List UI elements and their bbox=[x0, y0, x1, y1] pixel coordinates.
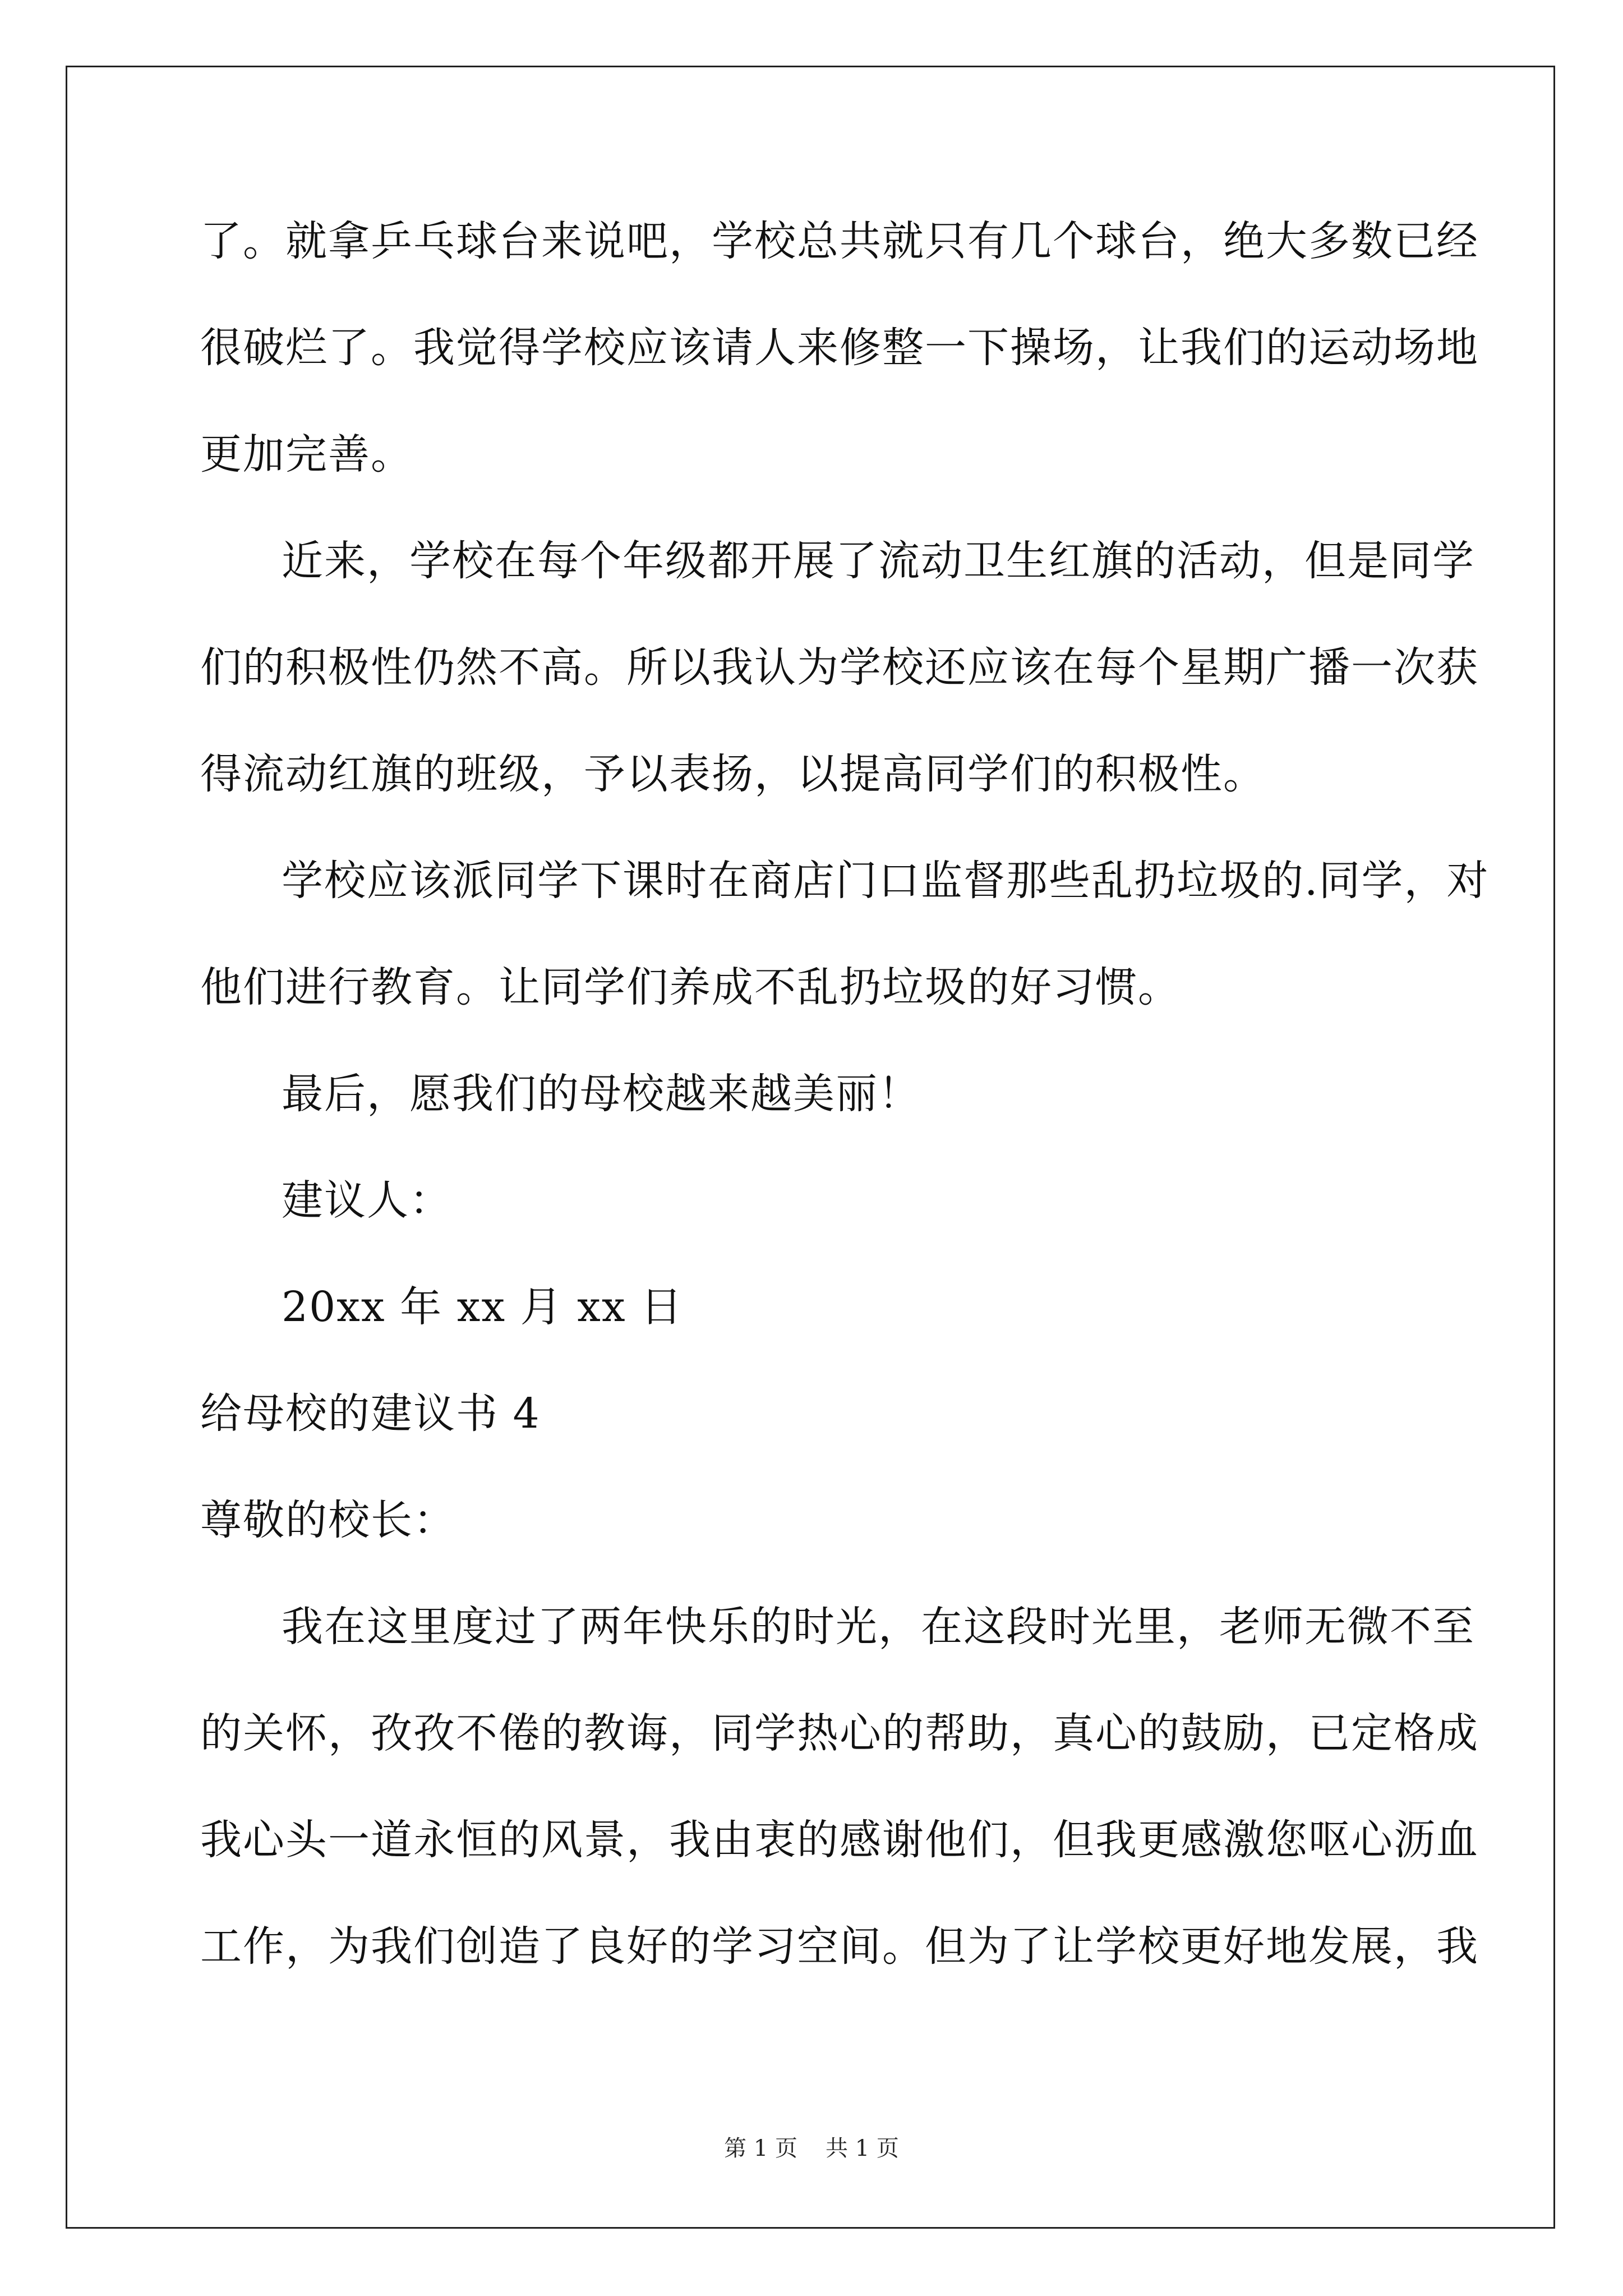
paragraph-first-line: 我在这里度过了两年快乐的时光，在这段时光里，老师无微不至 bbox=[282, 1603, 1475, 1651]
text-line: 们的积极性仍然不高。所以我认为学校还应该在每个星期广播一次获 bbox=[200, 643, 1479, 692]
text-line: 很破烂了。我觉得学校应该请人来修整一下操场，让我们的运动场地 bbox=[200, 324, 1479, 372]
text-line: 他们进行教育。让同学们养成不乱扔垃圾的好习惯。 bbox=[200, 963, 1181, 1011]
paragraph-first-line: 学校应该派同学下课时在商店门口监督那些乱扔垃圾的.同学，对 bbox=[282, 857, 1490, 905]
signature-label: 建议人： bbox=[282, 1176, 452, 1225]
page-border bbox=[66, 66, 1555, 2229]
text-line: 更加完善。 bbox=[200, 430, 413, 478]
closing-line: 最后，愿我们的母校越来越美丽！ bbox=[282, 1070, 921, 1118]
text-line: 的关怀，孜孜不倦的教诲，同学热心的帮助，真心的鼓励，已定格成 bbox=[200, 1709, 1479, 1757]
text-line: 我心头一道永恒的风景，我由衷的感谢他们，但我更感激您呕心沥血 bbox=[200, 1816, 1479, 1864]
page-footer bbox=[0, 2132, 1623, 2165]
page-number: 第 1 页 bbox=[724, 2136, 797, 2161]
text-line: 得流动红旗的班级，予以表扬，以提高同学们的积极性。 bbox=[200, 750, 1266, 798]
text-line: 了。就拿乒乓球台来说吧，学校总共就只有几个球台，绝大多数已经 bbox=[200, 217, 1479, 265]
total-pages: 共 1 页 bbox=[826, 2136, 899, 2161]
section-title: 给母校的建议书 4 bbox=[200, 1389, 541, 1438]
paragraph-first-line: 近来，学校在每个年级都开展了流动卫生红旗的活动，但是同学 bbox=[282, 537, 1475, 585]
text-line: 工作，为我们创造了良好的学习空间。但为了让学校更好地发展，我 bbox=[200, 1922, 1479, 1971]
salutation: 尊敬的校长： bbox=[200, 1496, 456, 1544]
date-line: 20xx 年 xx 月 xx 日 bbox=[282, 1283, 684, 1331]
